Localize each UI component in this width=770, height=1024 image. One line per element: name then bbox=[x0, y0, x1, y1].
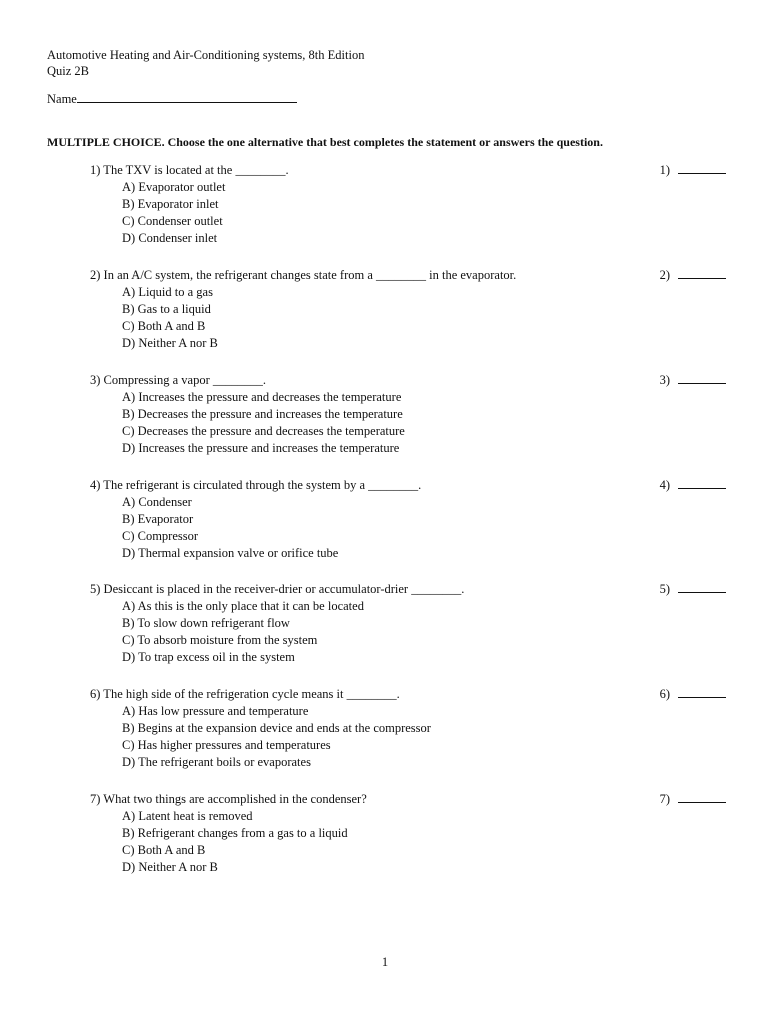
option-a: A) Increases the pressure and decreases the temperature bbox=[122, 390, 402, 404]
answer-line[interactable] bbox=[678, 581, 726, 593]
question-stem: 7) What two things are accomplished in the condenser? bbox=[90, 792, 367, 806]
course-title: Automotive Heating and Air-Conditioning systems, 8th Edition bbox=[47, 48, 365, 62]
option-list bbox=[90, 494, 730, 562]
option-a: A) Liquid to a gas bbox=[122, 285, 213, 299]
option-c: C) Has higher pressures and temperatures bbox=[122, 738, 331, 752]
answer-blank[interactable] bbox=[660, 372, 726, 389]
answer-line[interactable] bbox=[678, 372, 726, 384]
question-4 bbox=[90, 477, 730, 562]
option-b: B) Evaporator bbox=[122, 512, 194, 526]
answer-number: 6) bbox=[659, 687, 670, 701]
question-6 bbox=[90, 686, 730, 771]
option-d: D) The refrigerant boils or evaporates bbox=[122, 755, 311, 769]
section-instructions: MULTIPLE CHOICE. Choose the one alternative that best completes the statement or answers the question. bbox=[47, 135, 603, 149]
option-d: D) Increases the pressure and increases the temperature bbox=[122, 441, 400, 455]
option-a: A) Evaporator outlet bbox=[122, 180, 226, 194]
option-d: D) Neither A nor B bbox=[122, 860, 218, 874]
answer-number: 2) bbox=[659, 268, 670, 282]
page-number: 1 bbox=[381, 955, 389, 969]
answer-number: 4) bbox=[659, 478, 670, 492]
option-c: C) To absorb moisture from the system bbox=[122, 633, 318, 647]
option-a: A) Latent heat is removed bbox=[122, 809, 253, 823]
question-stem: 1) The TXV is located at the ________. bbox=[90, 163, 289, 177]
answer-blank[interactable] bbox=[660, 162, 726, 179]
option-a: A) Condenser bbox=[122, 495, 192, 509]
answer-line[interactable] bbox=[678, 791, 726, 803]
option-d: D) Thermal expansion valve or orifice tube bbox=[122, 546, 339, 560]
option-b: B) Gas to a liquid bbox=[122, 302, 211, 316]
answer-blank[interactable] bbox=[660, 581, 726, 598]
option-b: B) To slow down refrigerant flow bbox=[122, 616, 290, 630]
document-header bbox=[47, 47, 364, 79]
answer-line[interactable] bbox=[678, 477, 726, 489]
option-b: B) Begins at the expansion device and ends at the compressor bbox=[122, 721, 431, 735]
question-stem: 2) In an A/C system, the refrigerant changes state from a ________ in the evaporator. bbox=[90, 268, 517, 282]
answer-line[interactable] bbox=[678, 267, 726, 279]
answer-line[interactable] bbox=[678, 162, 726, 174]
answer-number: 5) bbox=[659, 582, 670, 596]
option-c: C) Decreases the pressure and decreases the temperature bbox=[122, 424, 405, 438]
question-2 bbox=[90, 267, 730, 352]
name-label: Name bbox=[47, 92, 77, 106]
question-7 bbox=[90, 791, 730, 876]
option-list bbox=[90, 808, 730, 876]
question-stem: 6) The high side of the refrigeration cycle means it ________. bbox=[90, 687, 400, 701]
answer-blank[interactable] bbox=[660, 686, 726, 703]
question-stem: 4) The refrigerant is circulated through the system by a ________. bbox=[90, 478, 422, 492]
option-c: C) Both A and B bbox=[122, 319, 206, 333]
question-3 bbox=[90, 372, 730, 457]
option-c: C) Both A and B bbox=[122, 843, 206, 857]
option-list bbox=[90, 703, 730, 771]
option-b: B) Evaporator inlet bbox=[122, 197, 219, 211]
option-b: B) Decreases the pressure and increases the temperature bbox=[122, 407, 403, 421]
name-blank-line[interactable] bbox=[77, 90, 297, 103]
option-list bbox=[90, 598, 730, 666]
question-1 bbox=[90, 162, 730, 247]
option-d: D) Condenser inlet bbox=[122, 231, 218, 245]
question-5 bbox=[90, 581, 730, 666]
question-stem: 5) Desiccant is placed in the receiver-drier or accumulator-drier ________. bbox=[90, 582, 465, 596]
option-d: D) To trap excess oil in the system bbox=[122, 650, 295, 664]
option-list bbox=[90, 179, 730, 247]
option-c: C) Condenser outlet bbox=[122, 214, 223, 228]
answer-blank[interactable] bbox=[660, 267, 726, 284]
quiz-label: Quiz 2B bbox=[47, 64, 90, 78]
option-c: C) Compressor bbox=[122, 529, 199, 543]
answer-number: 7) bbox=[659, 792, 670, 806]
answer-number: 3) bbox=[659, 373, 670, 387]
answer-blank[interactable] bbox=[660, 477, 726, 494]
option-a: A) As this is the only place that it can be located bbox=[122, 599, 364, 613]
option-list bbox=[90, 389, 730, 457]
option-list bbox=[90, 284, 730, 352]
answer-line[interactable] bbox=[678, 686, 726, 698]
question-stem: 3) Compressing a vapor ________. bbox=[90, 373, 267, 387]
name-field[interactable] bbox=[47, 90, 297, 107]
option-d: D) Neither A nor B bbox=[122, 336, 218, 350]
answer-number: 1) bbox=[659, 163, 670, 177]
answer-blank[interactable] bbox=[660, 791, 726, 808]
option-b: B) Refrigerant changes from a gas to a liquid bbox=[122, 826, 348, 840]
option-a: A) Has low pressure and temperature bbox=[122, 704, 309, 718]
